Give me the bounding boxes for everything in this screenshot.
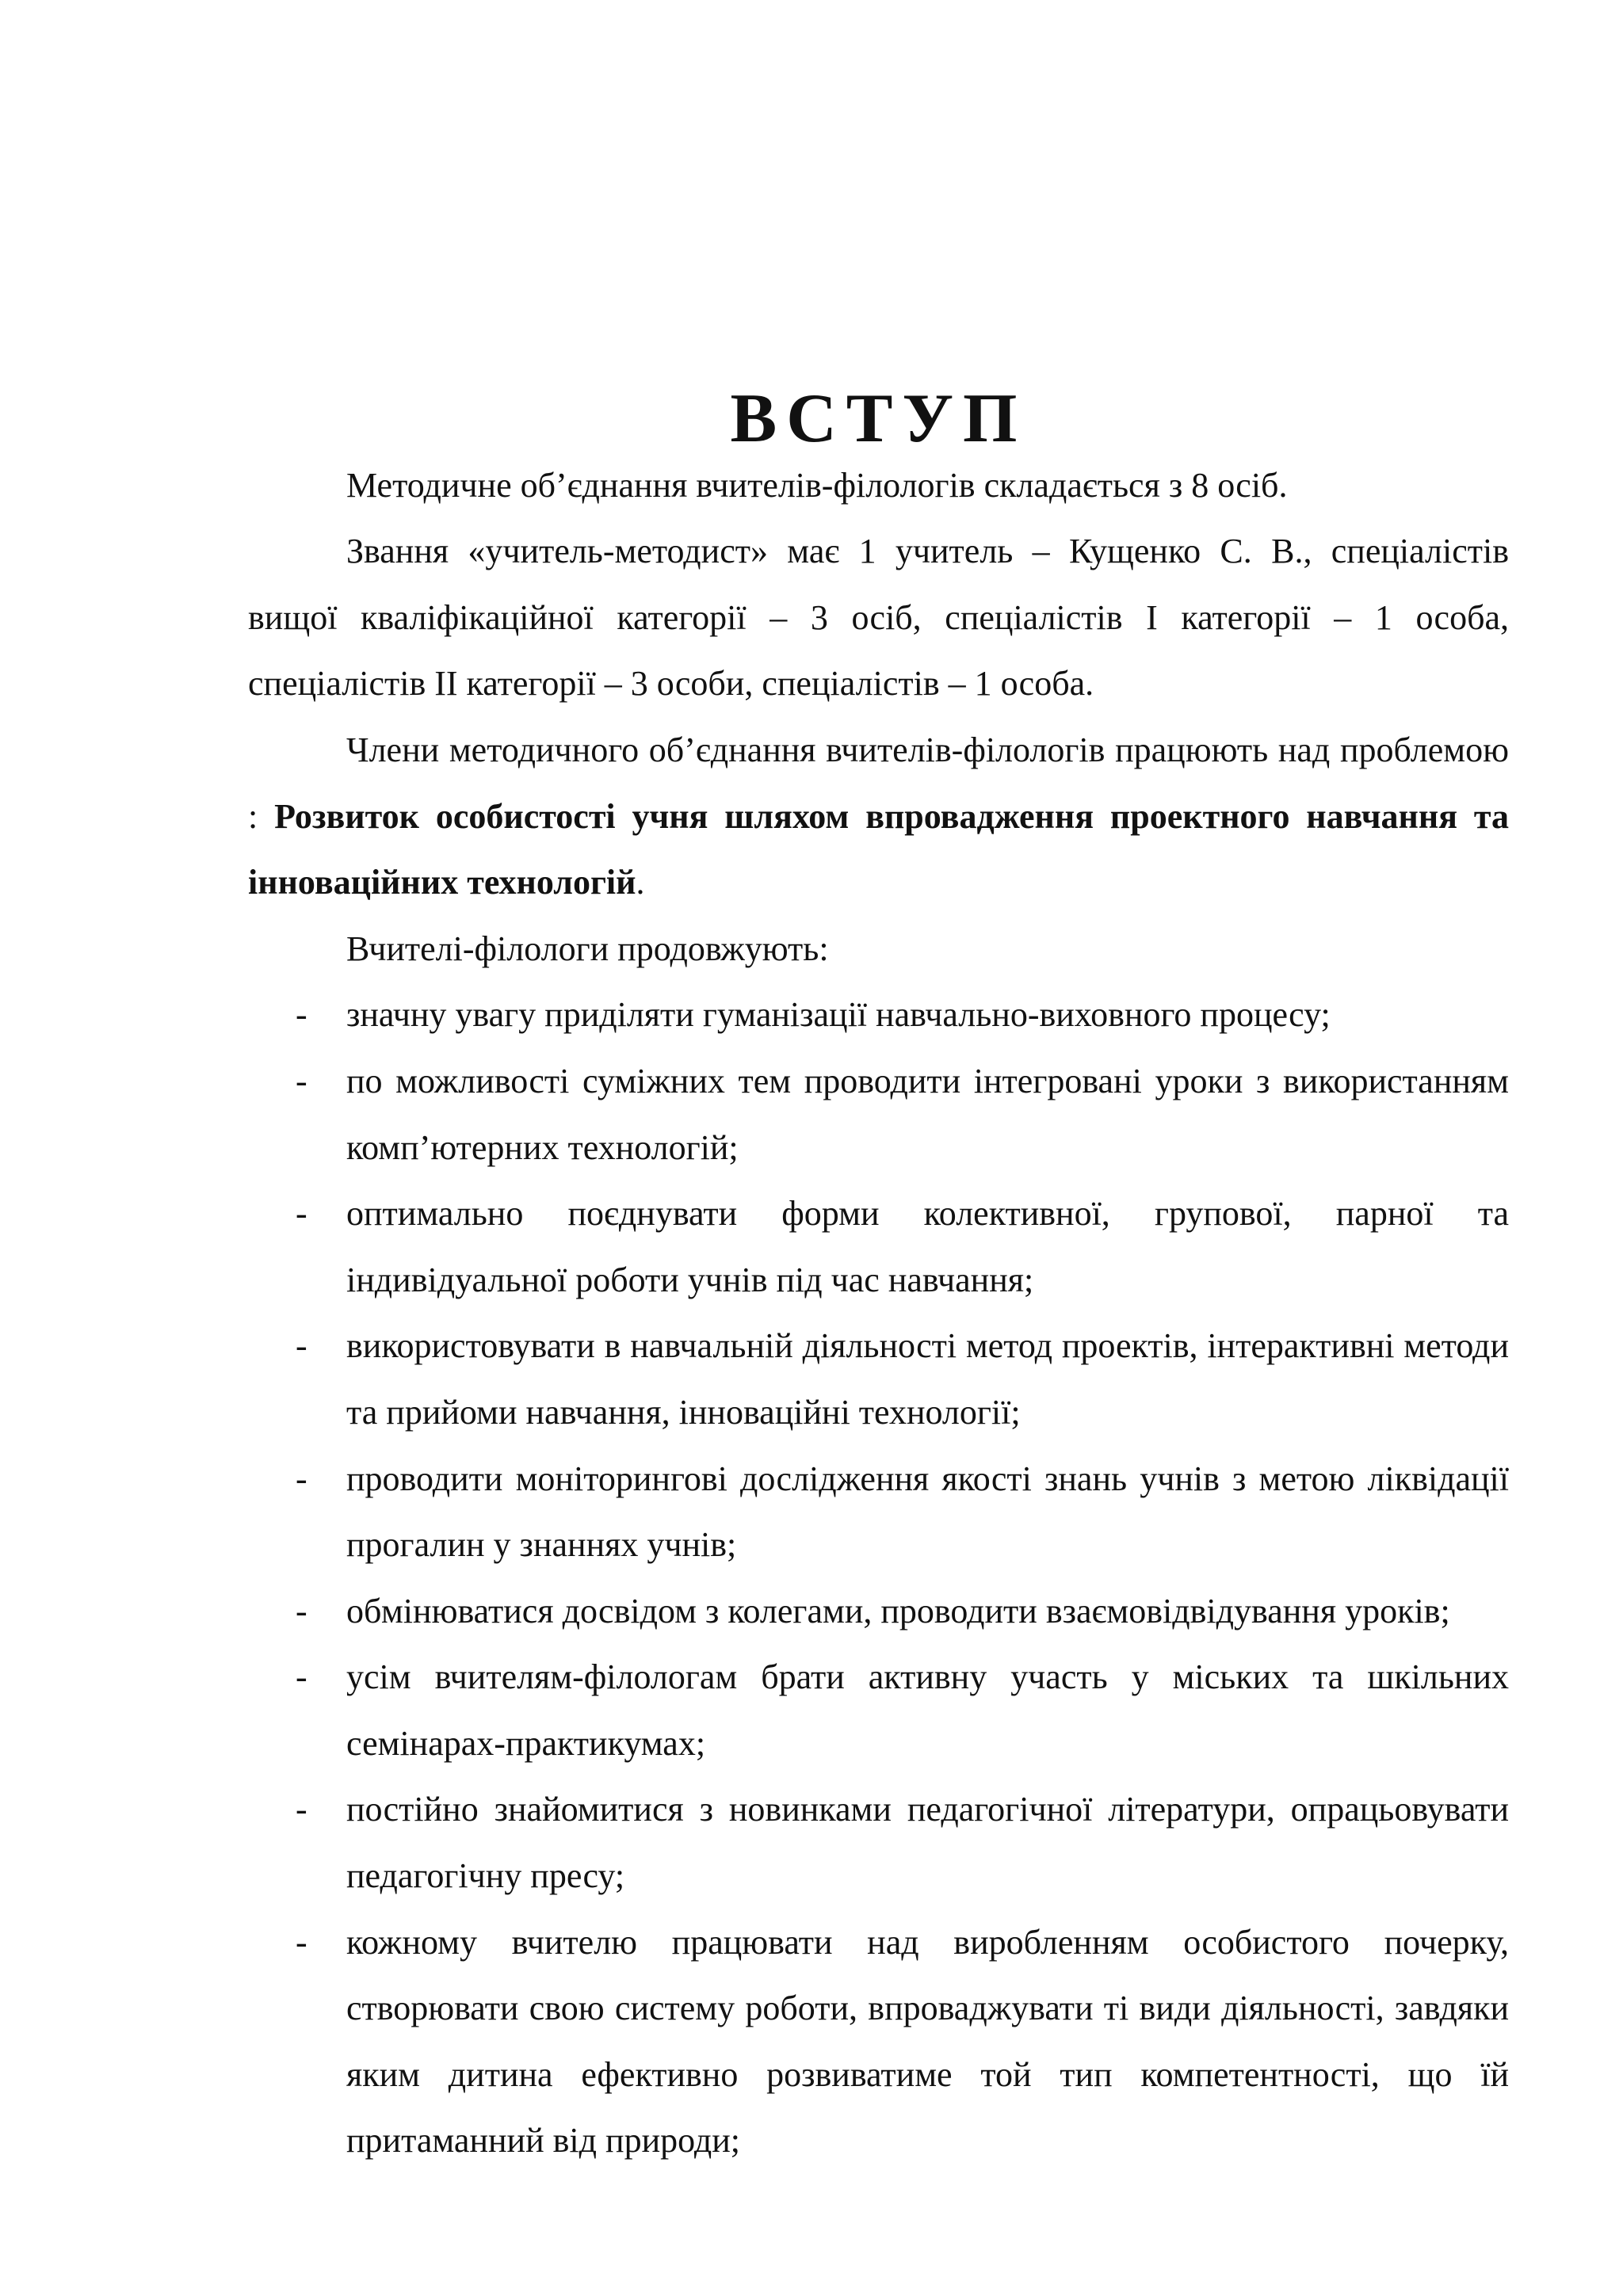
list-item [248,1313,1509,1445]
list-item [248,1048,1509,1180]
paragraph-membership: Методичне об’єднання вчителів-філологів складається з 8 осіб. [346,465,1288,505]
list-item [248,1644,1509,1776]
list-item [248,1446,1509,1578]
problem-intro-text: Члени методичного об’єднання вчителів-філологів працюють над проблемою : [248,730,1509,836]
paragraph-list-intro: Вчителі-філологи продовжують: [346,929,829,968]
list-bullet: - [296,1922,307,1962]
list-item-text: кожному вчителю працювати над виробленням особистого почерку, створювати свою систему роботи, впроваджувати ті види діяльності, завдяки яким дитина ефективно розвиватиме той тип компетентності, що їй притаманний від природи; [346,1922,1509,2161]
list-bullet: - [296,1459,307,1498]
list-item-text: використовувати в навчальній діяльності метод проектів, інтерактивні методи та прийоми навчання, інноваційні технології; [346,1326,1509,1432]
list-bullet: - [296,1790,307,1829]
list-bullet: - [296,1591,307,1630]
list-bullet: - [296,995,307,1035]
problem-period: . [636,863,645,902]
list-item [248,1909,1509,2174]
list-item-text: по можливості суміжних тем проводити інтегровані уроки з використанням комп’ютерних технологій; [346,1061,1509,1167]
list-item [248,1578,1509,1645]
list-item [248,1180,1509,1313]
list-bullet: - [296,1326,307,1366]
paragraph-qualifications: Звання «учитель-методист» має 1 учитель – Кущенко С. В., спеціалістів вищої кваліфікаційної категорії – 3 осіб, спеціалістів I категорії – 1 особа, спеціалістів II категорії – 3 особи, спеціалістів – 1 особа. [248,532,1509,704]
list-item-text: постійно знайомитися з новинками педагогічної літератури, опрацьовувати педагогічну пресу; [346,1790,1509,1896]
list-item-text: обмінюватися досвідом з колегами, проводити взаємовідвідування уроків; [346,1591,1450,1630]
list-item-text: оптимально поєднувати форми колективної, групової, парної та індивідуальної роботи учнів під час навчання; [346,1194,1509,1299]
document-body [248,380,1509,2174]
problem-statement: Розвиток особистості учня шляхом впровадження проектного навчання та інноваційних технологій [248,796,1509,902]
task-list [248,982,1509,2174]
list-item-text: проводити моніторингові дослідження якості знань учнів з метою ліквідації прогалин у знаннях учнів; [346,1459,1509,1565]
paragraph-problem [248,717,1509,916]
list-item-text: значну увагу приділяти гуманізації навчально-виховного процесу; [346,995,1331,1035]
list-bullet: - [296,1194,307,1234]
list-bullet: - [296,1657,307,1697]
list-item [248,982,1509,1048]
list-item [248,1776,1509,1909]
list-item-text: усім вчителям-філологам брати активну участь у міських та шкільних семінарах-практикумах; [346,1657,1509,1763]
page-title: ВСТУП [730,380,1027,457]
list-bullet: - [296,1061,307,1100]
